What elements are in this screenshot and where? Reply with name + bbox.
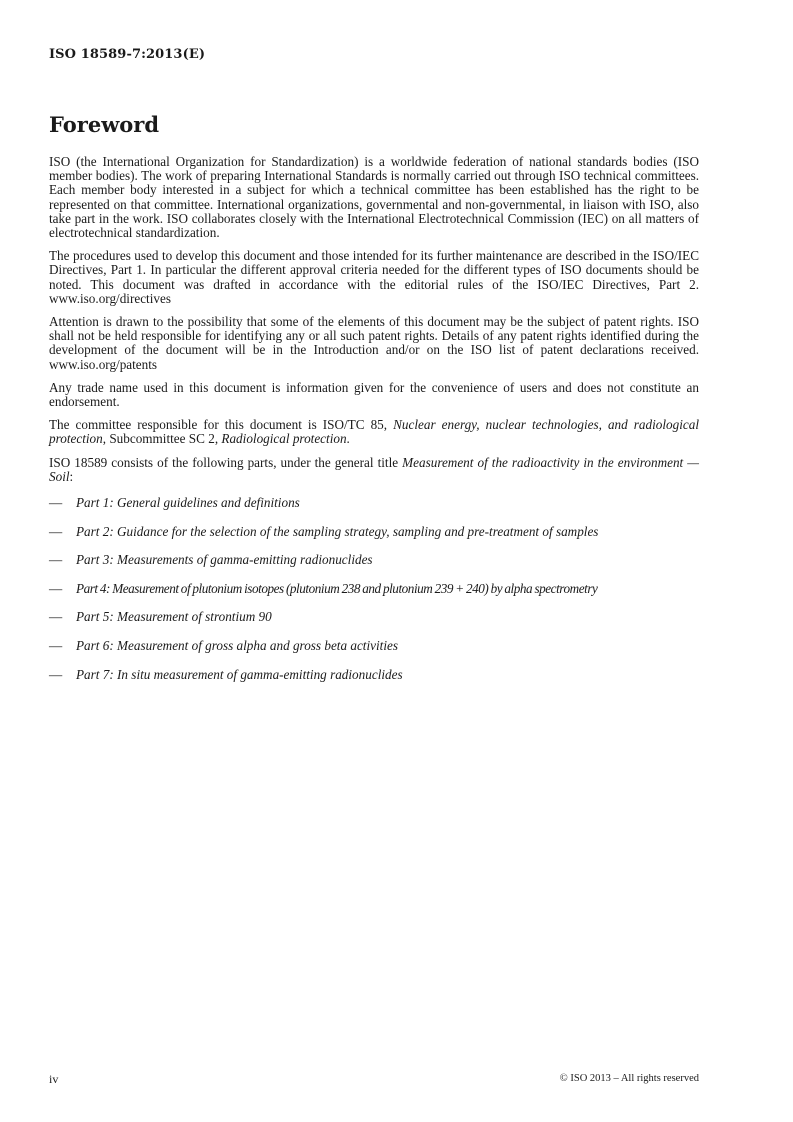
parts-intro-prefix: ISO 18589 consists of the following parts, under the general title bbox=[49, 454, 403, 470]
part-1-title: Part 1: General guidelines and definitions bbox=[76, 495, 300, 511]
part-3-title: Part 3: Measurements of gamma-emitting radionuclides bbox=[76, 552, 373, 568]
parts-intro-suffix: : bbox=[69, 468, 74, 484]
general-title: Measurement of the radioactivity in the environment — Soil bbox=[49, 454, 699, 484]
list-dash: — bbox=[49, 523, 63, 539]
list-dash: — bbox=[49, 609, 63, 625]
committee-name: Nuclear energy, nuclear technologies, and radiological protection bbox=[49, 417, 699, 447]
copyright-notice: © ISO 2013 – All rights reserved bbox=[559, 1073, 699, 1084]
paragraph-parts-intro bbox=[49, 456, 699, 484]
paragraph-committee bbox=[49, 418, 699, 446]
part-2-title: Part 2: Guidance for the selection of the sampling strategy, sampling and pre-treatment of samples bbox=[76, 523, 599, 539]
parts-list bbox=[49, 496, 699, 682]
committee-middle: , Subcommittee SC 2, bbox=[102, 431, 222, 447]
subcommittee-name: Radiological protection bbox=[221, 431, 347, 447]
part-4-title: Part 4: Measurement of plutonium isotopes (plutonium 238 and plutonium 239 + 240) by alpha spectrometry bbox=[76, 580, 598, 596]
list-item bbox=[49, 496, 699, 510]
list-dash: — bbox=[49, 580, 63, 596]
part-6-title: Part 6: Measurement of gross alpha and gross beta activities bbox=[76, 638, 398, 654]
document-id: ISO 18589-7:2013(E) bbox=[49, 47, 206, 62]
part-7-title: Part 7: In situ measurement of gamma-emitting radionuclides bbox=[76, 666, 403, 682]
part-5-title: Part 5: Measurement of strontium 90 bbox=[76, 609, 272, 625]
paragraph-patents: Attention is drawn to the possibility that some of the elements of this document may be the subject of patent rights. ISO shall not be held responsible for identifying any or all such patent rights. Details of any patent rights identified during the development of the document will be in the Introduction and/or on the ISO list of patent declarations received. www.iso.org/patents bbox=[49, 314, 699, 372]
paragraph-iso-intro: ISO (the International Organization for Standardization) is a worldwide federation of national standards bodies (ISO member bodies). The work of preparing International Standards is normally carried out through ISO technical committees. Each member body interested in a subject for which a technical committee has been established has the right to be represented on that committee. International organizations, governmental and non-governmental, in liaison with ISO, also take part in the work. ISO collaborates closely with the International Electrotechnical Commission (IEC) on all matters of electrotechnical standardization. bbox=[49, 154, 699, 241]
page-number: iv bbox=[49, 1072, 59, 1086]
foreword-body bbox=[49, 155, 699, 696]
list-dash: — bbox=[49, 666, 63, 682]
paragraph-procedures: The procedures used to develop this document and those intended for its further maintenance are described in the ISO/IEC Directives, Part 1. In particular the different approval criteria needed for the different types of ISO documents should be noted. This document was drafted in accordance with the editorial rules of the ISO/IEC Directives, Part 2. www.iso.org/directives bbox=[49, 248, 699, 306]
committee-suffix: . bbox=[346, 431, 350, 447]
committee-prefix: The committee responsible for this document is ISO/TC 85, bbox=[49, 417, 394, 433]
list-item bbox=[49, 668, 699, 682]
list-item bbox=[49, 553, 699, 567]
document-page bbox=[49, 0, 699, 1122]
list-item bbox=[49, 639, 699, 653]
list-dash: — bbox=[49, 552, 63, 568]
page-title: Foreword bbox=[49, 112, 160, 137]
list-item bbox=[49, 525, 699, 539]
list-item bbox=[49, 610, 699, 624]
paragraph-trade-name: Any trade name used in this document is information given for the convenience of users and does not constitute an endorsement. bbox=[49, 379, 699, 410]
list-dash: — bbox=[49, 495, 63, 511]
list-item bbox=[49, 582, 699, 596]
list-dash: — bbox=[49, 638, 63, 654]
